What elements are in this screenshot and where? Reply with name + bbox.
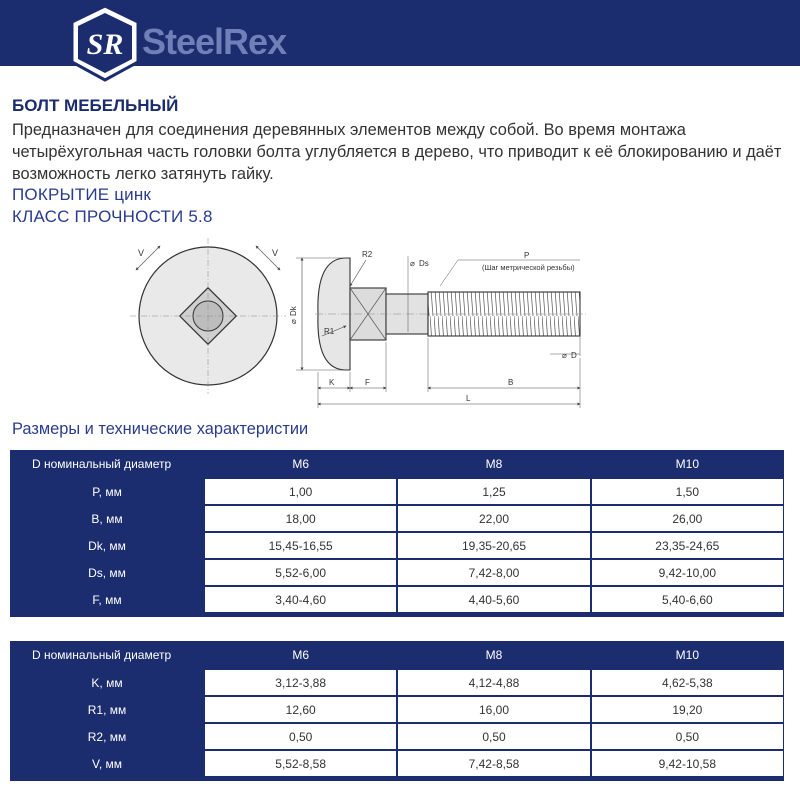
table-cell: 0,50 [397,723,590,750]
row-label: P, мм [92,484,122,499]
row-label: Ds, мм [88,565,126,580]
header-cell: D номинальный диаметр [32,457,172,471]
p-note: (Шаг метрической резьбы) [482,263,575,272]
table-cell: 23,35-24,65 [591,532,784,559]
bolt-side-view [289,250,588,408]
table-cell: 5,52-8,58 [204,750,397,777]
row-label: V, мм [91,756,123,771]
table-row [10,750,784,777]
brand-name: SteelRex [142,21,287,62]
table-cell: 19,20 [591,696,784,723]
strength-class-line: КЛАСС ПРОЧНОСТИ 5.8 [12,207,213,226]
row-label: B, мм [91,511,123,526]
table-cell: 3,12-3,88 [204,669,397,696]
svg-text:⌀: ⌀ [562,351,567,360]
row-label: Dk, мм [88,538,126,553]
bolt-head-top-view [130,238,286,394]
v-left-label: V [138,248,145,258]
header-cell: M6 [292,457,309,471]
header-cell: M8 [485,457,503,471]
table-row [10,532,784,559]
specs-section-title: Размеры и технические характеристии [12,420,309,438]
table-header-row [10,641,784,669]
table-cell: 26,00 [591,505,784,532]
header-cell: M10 [675,457,699,471]
table-cell: 4,40-5,60 [397,586,590,613]
r2-label: R2 [362,250,373,259]
table-row [10,559,784,586]
table-cell: 0,50 [204,723,397,750]
dk-label: Dk [289,306,298,316]
spec-table-1 [10,450,784,617]
row-label: R2, мм [87,729,127,744]
row-label: R1, мм [87,702,127,717]
table-cell: 16,00 [397,696,590,723]
table-cell: 12,60 [204,696,397,723]
ds-label: Ds [419,259,429,268]
table-cell: 1,50 [591,478,784,505]
table-cell: 4,62-5,38 [591,669,784,696]
spec-table-2 [10,641,784,781]
table-cell: 18,00 [204,505,397,532]
r1-label: R1 [324,327,335,336]
row-label: F, мм [92,592,122,607]
header-cell: D номинальный диаметр [32,648,172,662]
table-cell: 7,42-8,00 [397,559,590,586]
logo-monogram: SR [86,28,124,61]
table-row [10,723,784,750]
header-cell: M6 [292,648,309,662]
table-row [10,478,784,505]
header-bar [0,0,800,66]
table-cell: 9,42-10,00 [591,559,784,586]
b-label: B [508,378,514,387]
table-cell: 19,35-20,65 [397,532,590,559]
header-cell: M8 [485,648,503,662]
table-cell: 3,40-4,60 [204,586,397,613]
l-label: L [466,394,471,403]
p-label: P [524,251,530,260]
d-label: D [571,351,577,360]
f-label: F [365,378,370,387]
table-cell: 4,12-4,88 [397,669,590,696]
bolt-technical-drawing [110,236,600,416]
table-cell: 0,50 [591,723,784,750]
v-right-label: V [272,248,279,258]
product-description: Предназначен для соединения деревянных элементов между собой. Во время монтажа четырёхугольная часть головки болта углубляется в дерево, что приводит к её блокированию и даёт возможность легко затянуть гайку. [12,121,782,183]
table-cell: 5,40-6,60 [591,586,784,613]
table-cell: 7,42-8,58 [397,750,590,777]
header-cell: M10 [675,648,699,662]
logo-badge-icon [68,4,142,84]
table-cell: 5,52-6,00 [204,559,397,586]
row-label: K, мм [91,675,123,690]
svg-text:⌀: ⌀ [410,259,415,268]
table-cell: 1,25 [397,478,590,505]
table-cell: 9,42-10,58 [591,750,784,777]
table-row [10,505,784,532]
table-cell: 22,00 [397,505,590,532]
table-row [10,696,784,723]
table-header-row [10,450,784,478]
coating-line: ПОКРЫТИЕ цинк [12,185,152,204]
table-cell: 15,45-16,55 [204,532,397,559]
product-title: БОЛТ МЕБЕЛЬНЫЙ [12,96,179,115]
k-label: K [329,378,335,387]
table-row [10,669,784,696]
svg-text:⌀: ⌀ [289,319,298,324]
table-row [10,586,784,613]
table-cell: 1,00 [204,478,397,505]
